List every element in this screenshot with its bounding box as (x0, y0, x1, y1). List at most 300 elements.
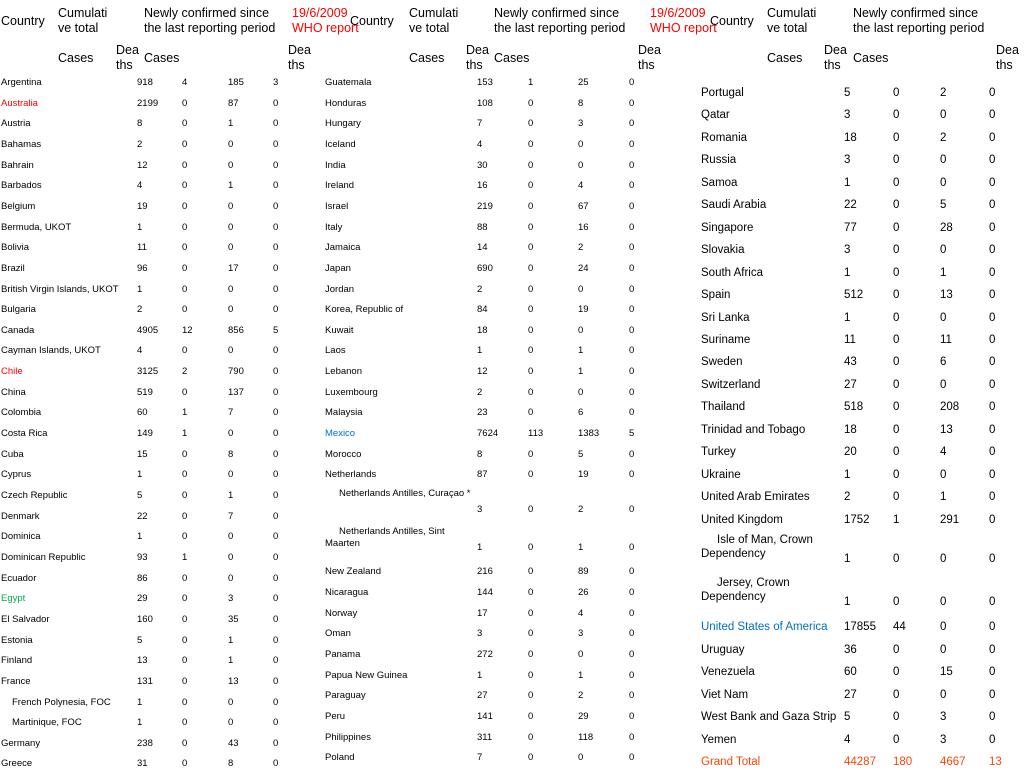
country-cell: Germany (1, 737, 41, 749)
col3-header-newly-1: Newly confirmed since (853, 6, 979, 20)
new-cases-cell: 1383 (578, 428, 600, 440)
country-cell: Belgium (1, 200, 36, 212)
new-cases-cell: 1 (228, 490, 234, 501)
new-cases-cell: 1 (940, 491, 947, 504)
cumulative-deaths-cell: 0 (182, 262, 188, 274)
col1-header-date-2: WHO report (292, 21, 359, 35)
country-cell: South Africa (701, 266, 764, 279)
country-cell: Saudi Arabia (701, 199, 767, 212)
new-deaths-cell: 0 (629, 566, 635, 578)
new-deaths-cell: 0 (629, 262, 635, 274)
col1-header-new-cases: Cases (144, 51, 180, 65)
new-deaths-cell: 0 (273, 200, 279, 212)
new-deaths-cell: 0 (989, 154, 996, 167)
new-cases-cell: 3 (228, 593, 234, 605)
new-deaths-cell: 0 (629, 118, 635, 130)
cumulative-deaths-cell: 0 (182, 655, 188, 667)
new-cases-cell: 4 (578, 607, 584, 619)
new-deaths-cell: 0 (273, 717, 279, 729)
cumulative-deaths-cell: 0 (893, 199, 900, 212)
country-cell: Guatemala (325, 77, 372, 88)
new-cases-cell: 1 (228, 118, 234, 130)
cumulative-cases-cell: 60 (844, 666, 857, 679)
cumulative-cases-cell: 518 (844, 401, 864, 414)
new-cases-cell: 0 (228, 345, 234, 357)
cumulative-deaths-cell: 0 (893, 733, 900, 746)
cumulative-deaths-cell: 0 (893, 311, 900, 324)
cumulative-cases-cell: 4 (844, 733, 851, 746)
cumulative-deaths-cell: 0 (182, 200, 188, 212)
country-cell: Venezuela (701, 666, 755, 679)
new-deaths-cell: 0 (273, 634, 279, 646)
cumulative-deaths-cell: 0 (893, 289, 900, 302)
country-cell: Netherlands Antilles, Sint Maarten (325, 526, 445, 550)
country-cell: Turkey (701, 446, 736, 459)
new-cases-cell: 0 (940, 378, 947, 391)
cumulative-deaths-cell: 0 (182, 180, 188, 192)
country-cell: Russia (701, 154, 737, 167)
new-cases-cell: 2 (578, 503, 584, 515)
country-cell: Portugal (701, 87, 744, 99)
cumulative-cases-cell: 3 (844, 244, 851, 257)
cumulative-cases-cell: 8 (477, 448, 483, 460)
new-cases-cell: 8 (578, 97, 584, 109)
cumulative-cases-cell: 12 (137, 159, 148, 171)
cumulative-deaths-cell: 0 (893, 468, 900, 481)
cumulative-deaths-cell: 0 (528, 366, 534, 378)
cumulative-deaths-cell: 0 (893, 176, 900, 189)
country-cell: Chile (1, 366, 23, 378)
new-cases-cell: 856 (228, 324, 244, 336)
cumulative-cases-cell: 4905 (137, 324, 159, 336)
new-cases-cell: 4 (578, 180, 584, 192)
cumulative-deaths-cell: 2 (182, 366, 188, 378)
cumulative-deaths-cell: 1 (182, 407, 188, 419)
new-deaths-cell: 0 (273, 283, 279, 295)
cumulative-deaths-cell: 0 (182, 531, 188, 543)
cumulative-deaths-cell: 0 (182, 118, 188, 130)
country-cell: Slovakia (701, 244, 745, 257)
cumulative-deaths-cell: 0 (528, 324, 534, 336)
new-deaths-cell: 0 (273, 551, 279, 563)
new-cases-cell: 25 (578, 77, 589, 88)
cumulative-cases-cell: 86 (137, 572, 148, 584)
cumulative-deaths-cell: 0 (528, 541, 534, 553)
cumulative-cases-cell: 4 (477, 138, 483, 150)
new-deaths-cell: 0 (629, 628, 635, 640)
new-deaths-cell: 0 (989, 553, 996, 566)
new-deaths-cell: 0 (989, 131, 996, 144)
col3-header-deaths-2: ths (824, 58, 841, 72)
country-cell: Italy (325, 221, 343, 233)
cumulative-deaths-cell: 0 (182, 345, 188, 357)
cumulative-deaths-cell: 0 (893, 244, 900, 257)
cumulative-deaths-cell: 0 (893, 154, 900, 167)
cumulative-cases-cell: 17 (477, 607, 488, 619)
new-cases-cell: 0 (578, 283, 584, 295)
cumulative-deaths-cell: 0 (893, 378, 900, 391)
col1-header-new-deaths-1: Dea (288, 43, 311, 57)
col2-header-newly-2: the last reporting period (494, 21, 626, 35)
country-cell: Cayman Islands, UKOT (1, 345, 101, 357)
cumulative-cases-cell: 14 (477, 242, 488, 254)
cumulative-deaths-cell: 0 (528, 607, 534, 619)
new-cases-cell: 13 (940, 423, 953, 436)
cumulative-cases-cell: 23 (477, 407, 488, 419)
cumulative-cases-cell: 1 (844, 468, 851, 481)
cumulative-cases-cell: 44287 (844, 756, 876, 768)
cumulative-cases-cell: 5 (844, 87, 851, 99)
cumulative-deaths-cell: 0 (893, 87, 900, 99)
new-cases-cell: 15 (940, 666, 953, 679)
col3-header-cases: Cases (767, 51, 803, 65)
new-deaths-cell: 0 (989, 595, 996, 608)
country-cell: Trinidad and Tobago (701, 423, 806, 436)
cumulative-deaths-cell: 0 (182, 758, 188, 770)
col1-header-newly-2: the last reporting period (144, 21, 276, 35)
cumulative-deaths-cell: 0 (182, 675, 188, 687)
country-cell: Ecuador (1, 572, 37, 584)
cumulative-cases-cell: 12 (477, 366, 488, 378)
col2-header-new-deaths-2: ths (638, 58, 655, 72)
cumulative-deaths-cell: 0 (182, 510, 188, 522)
cumulative-deaths-cell: 0 (893, 688, 900, 701)
cumulative-cases-cell: 131 (137, 675, 153, 687)
new-cases-cell: 790 (228, 366, 244, 378)
country-cell: Spain (701, 289, 731, 302)
country-cell: Poland (325, 752, 355, 764)
new-deaths-cell: 0 (273, 758, 279, 770)
cumulative-cases-cell: 512 (844, 289, 864, 302)
new-deaths-cell: 0 (629, 607, 635, 619)
country-cell: Israel (325, 200, 349, 212)
country-cell: Barbados (1, 180, 42, 192)
new-deaths-cell: 0 (629, 221, 635, 233)
cumulative-cases-cell: 87 (477, 469, 488, 481)
cumulative-cases-cell: 2199 (137, 97, 159, 109)
new-cases-cell: 17 (228, 262, 239, 274)
cumulative-cases-cell: 13 (137, 655, 148, 667)
cumulative-cases-cell: 2 (137, 304, 143, 316)
country-cell: Kuwait (325, 324, 354, 336)
new-deaths-cell: 0 (629, 669, 635, 681)
new-deaths-cell: 0 (629, 200, 635, 212)
cumulative-cases-cell: 1 (844, 311, 851, 324)
new-deaths-cell: 0 (273, 593, 279, 605)
cumulative-deaths-cell: 113 (528, 428, 544, 440)
cumulative-cases-cell: 22 (844, 199, 857, 212)
col2-header-new-cases: Cases (494, 51, 530, 65)
col2-header-cases: Cases (409, 51, 445, 65)
cumulative-cases-cell: 1 (477, 345, 483, 357)
country-cell: Dominican Republic (1, 551, 86, 563)
cumulative-deaths-cell: 0 (528, 159, 534, 171)
new-deaths-cell: 13 (989, 756, 1002, 768)
cumulative-cases-cell: 2 (137, 138, 143, 150)
col1-header-date-1: 19/6/2009 (292, 6, 348, 20)
cumulative-deaths-cell: 0 (528, 345, 534, 357)
cumulative-cases-cell: 5 (844, 711, 851, 724)
cumulative-cases-cell: 31 (137, 758, 148, 770)
cumulative-cases-cell: 1 (844, 595, 851, 608)
new-deaths-cell: 0 (989, 289, 996, 302)
cumulative-deaths-cell: 0 (893, 356, 900, 369)
cumulative-cases-cell: 84 (477, 304, 488, 316)
country-cell: Yemen (701, 733, 737, 746)
cumulative-deaths-cell: 0 (528, 180, 534, 192)
cumulative-cases-cell: 15 (137, 448, 148, 460)
new-deaths-cell: 0 (629, 752, 635, 764)
new-deaths-cell: 0 (629, 283, 635, 295)
new-cases-cell: 118 (578, 731, 594, 743)
cumulative-deaths-cell: 0 (182, 448, 188, 460)
cumulative-deaths-cell: 0 (528, 304, 534, 316)
new-cases-cell: 185 (228, 77, 244, 88)
country-cell: Peru (325, 710, 346, 722)
new-cases-cell: 0 (940, 176, 947, 189)
cumulative-deaths-cell: 1 (182, 551, 188, 563)
cumulative-cases-cell: 3 (844, 109, 851, 122)
new-cases-cell: 87 (228, 97, 239, 109)
new-cases-cell: 0 (940, 595, 947, 608)
new-deaths-cell: 0 (273, 655, 279, 667)
cumulative-deaths-cell: 1 (182, 428, 188, 440)
cumulative-cases-cell: 272 (477, 649, 493, 660)
new-cases-cell: 67 (578, 200, 589, 212)
cumulative-deaths-cell: 0 (528, 566, 534, 578)
new-cases-cell: 1 (228, 655, 234, 667)
cumulative-cases-cell: 149 (137, 428, 153, 440)
cumulative-cases-cell: 27 (844, 378, 857, 391)
cumulative-deaths-cell: 0 (893, 401, 900, 414)
cumulative-cases-cell: 160 (137, 613, 153, 625)
new-deaths-cell: 0 (273, 304, 279, 316)
new-cases-cell: 7 (228, 510, 234, 522)
new-cases-cell: 0 (228, 283, 234, 295)
cumulative-deaths-cell: 0 (182, 613, 188, 625)
new-deaths-cell: 0 (273, 262, 279, 274)
new-cases-cell: 2 (940, 87, 947, 99)
cumulative-cases-cell: 19 (137, 200, 148, 212)
new-deaths-cell: 0 (629, 690, 635, 702)
new-cases-cell: 1 (228, 634, 234, 646)
new-deaths-cell: 0 (989, 333, 996, 346)
cumulative-cases-cell: 1 (137, 696, 143, 708)
new-cases-cell: 16 (578, 221, 589, 233)
cumulative-deaths-cell: 0 (893, 221, 900, 234)
new-deaths-cell: 0 (989, 266, 996, 279)
col2-header-cumulative-1: Cumulati (409, 6, 459, 20)
country-cell: Ukraine (701, 468, 741, 481)
country-cell: Argentina (1, 77, 42, 88)
new-deaths-cell: 0 (273, 469, 279, 481)
new-deaths-cell: 5 (273, 324, 279, 336)
country-cell: Viet Nam (701, 688, 749, 701)
country-cell: Grand Total (701, 756, 761, 768)
cumulative-deaths-cell: 0 (528, 448, 534, 460)
cumulative-cases-cell: 27 (477, 690, 488, 702)
new-cases-cell: 0 (940, 468, 947, 481)
country-cell: Malaysia (325, 407, 363, 419)
new-cases-cell: 0 (578, 649, 584, 660)
new-cases-cell: 1 (578, 541, 584, 553)
new-cases-cell: 3 (578, 118, 584, 130)
cumulative-cases-cell: 29 (137, 593, 148, 605)
country-cell: Bolivia (1, 242, 29, 254)
country-cell: Japan (325, 262, 351, 274)
country-cell: Hungary (325, 118, 361, 130)
cumulative-cases-cell: 7 (477, 118, 483, 130)
country-cell: Philippines (325, 731, 371, 743)
cumulative-deaths-cell: 0 (528, 731, 534, 743)
country-cell: Uruguay (701, 643, 745, 656)
new-cases-cell: 0 (228, 572, 234, 584)
new-deaths-cell: 0 (273, 531, 279, 543)
cumulative-deaths-cell: 0 (182, 304, 188, 316)
cumulative-cases-cell: 43 (844, 356, 857, 369)
cumulative-deaths-cell: 0 (182, 138, 188, 150)
new-cases-cell: 5 (578, 448, 584, 460)
cumulative-cases-cell: 2 (477, 283, 483, 295)
cumulative-deaths-cell: 0 (528, 221, 534, 233)
new-deaths-cell: 0 (629, 407, 635, 419)
cumulative-deaths-cell: 0 (893, 109, 900, 122)
cumulative-deaths-cell: 0 (893, 491, 900, 504)
new-deaths-cell: 0 (273, 613, 279, 625)
cumulative-deaths-cell: 0 (893, 595, 900, 608)
country-cell: Martinique, FOC (12, 717, 82, 729)
country-cell: Romania (701, 131, 748, 144)
cumulative-cases-cell: 18 (844, 423, 857, 436)
cumulative-deaths-cell: 0 (893, 333, 900, 346)
country-cell: Morocco (325, 448, 362, 460)
country-cell: Czech Republic (1, 490, 68, 501)
cumulative-deaths-cell: 0 (182, 242, 188, 254)
new-deaths-cell: 0 (989, 446, 996, 459)
country-cell: Nicaragua (325, 587, 369, 599)
cumulative-deaths-cell: 0 (528, 242, 534, 254)
cumulative-cases-cell: 1 (137, 469, 143, 481)
country-cell: United States of America (701, 621, 828, 634)
cumulative-deaths-cell: 0 (182, 283, 188, 295)
new-deaths-cell: 0 (989, 244, 996, 257)
cumulative-deaths-cell: 0 (528, 262, 534, 274)
new-cases-cell: 0 (578, 138, 584, 150)
cumulative-cases-cell: 141 (477, 710, 493, 722)
country-cell: Jamaica (325, 242, 361, 254)
col3-header-cumulative-1: Cumulati (767, 6, 817, 20)
cumulative-deaths-cell: 4 (182, 77, 188, 88)
country-cell: Canada (1, 324, 35, 336)
cumulative-cases-cell: 5 (137, 634, 143, 646)
cumulative-cases-cell: 30 (477, 159, 488, 171)
new-cases-cell: 1 (578, 345, 584, 357)
new-cases-cell: 0 (228, 531, 234, 543)
country-cell: Greece (1, 758, 33, 770)
country-cell: Egypt (1, 593, 26, 605)
new-cases-cell: 0 (940, 621, 947, 634)
country-cell: United Kingdom (701, 513, 783, 526)
new-cases-cell: 0 (228, 221, 234, 233)
cumulative-deaths-cell: 0 (893, 711, 900, 724)
country-cell: Dominica (1, 531, 41, 543)
col1-header-deaths-2: ths (116, 58, 133, 72)
cumulative-deaths-cell: 0 (182, 469, 188, 481)
col3-header-country: Country (710, 14, 754, 28)
new-cases-cell: 0 (228, 242, 234, 254)
cumulative-cases-cell: 2 (477, 386, 483, 398)
new-cases-cell: 2 (578, 690, 584, 702)
col2-header-deaths-1: Dea (466, 43, 489, 57)
col2-header-deaths-2: ths (466, 58, 483, 72)
new-cases-cell: 13 (228, 675, 239, 687)
cumulative-deaths-cell: 0 (182, 593, 188, 605)
col2-header-date-2: WHO report (650, 21, 717, 35)
new-cases-cell: 19 (578, 304, 589, 316)
country-cell: El Salvador (1, 613, 50, 625)
cumulative-cases-cell: 60 (137, 407, 148, 419)
cumulative-cases-cell: 20 (844, 446, 857, 459)
cumulative-deaths-cell: 44 (893, 621, 906, 634)
cumulative-cases-cell: 18 (477, 324, 488, 336)
new-deaths-cell: 0 (273, 97, 279, 109)
country-cell: Cyprus (1, 469, 32, 481)
new-cases-cell: 0 (578, 386, 584, 398)
cumulative-cases-cell: 1 (137, 283, 143, 295)
col1-header-country: Country (1, 14, 45, 28)
new-deaths-cell: 0 (273, 448, 279, 460)
new-cases-cell: 6 (578, 407, 584, 419)
new-deaths-cell: 0 (989, 711, 996, 724)
cumulative-cases-cell: 1 (137, 221, 143, 233)
cumulative-cases-cell: 219 (477, 200, 493, 212)
new-deaths-cell: 5 (629, 428, 635, 440)
new-cases-cell: 208 (940, 401, 960, 414)
new-cases-cell: 0 (940, 311, 947, 324)
cumulative-cases-cell: 918 (137, 77, 153, 88)
country-cell: Oman (325, 628, 351, 640)
country-cell: Bahrain (1, 159, 34, 171)
new-deaths-cell: 0 (629, 710, 635, 722)
cumulative-deaths-cell: 0 (528, 118, 534, 130)
cumulative-deaths-cell: 0 (528, 386, 534, 398)
new-deaths-cell: 0 (989, 378, 996, 391)
cumulative-deaths-cell: 0 (528, 690, 534, 702)
cumulative-cases-cell: 11 (844, 333, 856, 346)
col3-header-new-deaths-2: ths (996, 58, 1013, 72)
new-cases-cell: 0 (228, 717, 234, 729)
cumulative-deaths-cell: 0 (528, 138, 534, 150)
cumulative-deaths-cell: 0 (182, 737, 188, 749)
country-cell: Australia (1, 97, 38, 109)
cumulative-cases-cell: 1 (844, 266, 851, 279)
new-deaths-cell: 0 (273, 428, 279, 440)
cumulative-deaths-cell: 0 (528, 503, 534, 515)
country-cell: Bahamas (1, 138, 42, 150)
country-cell: United Arab Emirates (701, 491, 810, 504)
new-cases-cell: 0 (940, 154, 947, 167)
new-deaths-cell: 0 (273, 407, 279, 419)
new-deaths-cell: 0 (273, 386, 279, 398)
cumulative-cases-cell: 3 (477, 503, 483, 515)
new-deaths-cell: 0 (989, 513, 996, 526)
cumulative-deaths-cell: 0 (528, 407, 534, 419)
new-cases-cell: 43 (228, 737, 239, 749)
col3-header-deaths-1: Dea (824, 43, 847, 57)
new-cases-cell: 1 (940, 266, 947, 279)
new-cases-cell: 4 (940, 446, 947, 459)
new-cases-cell: 7 (228, 407, 234, 419)
